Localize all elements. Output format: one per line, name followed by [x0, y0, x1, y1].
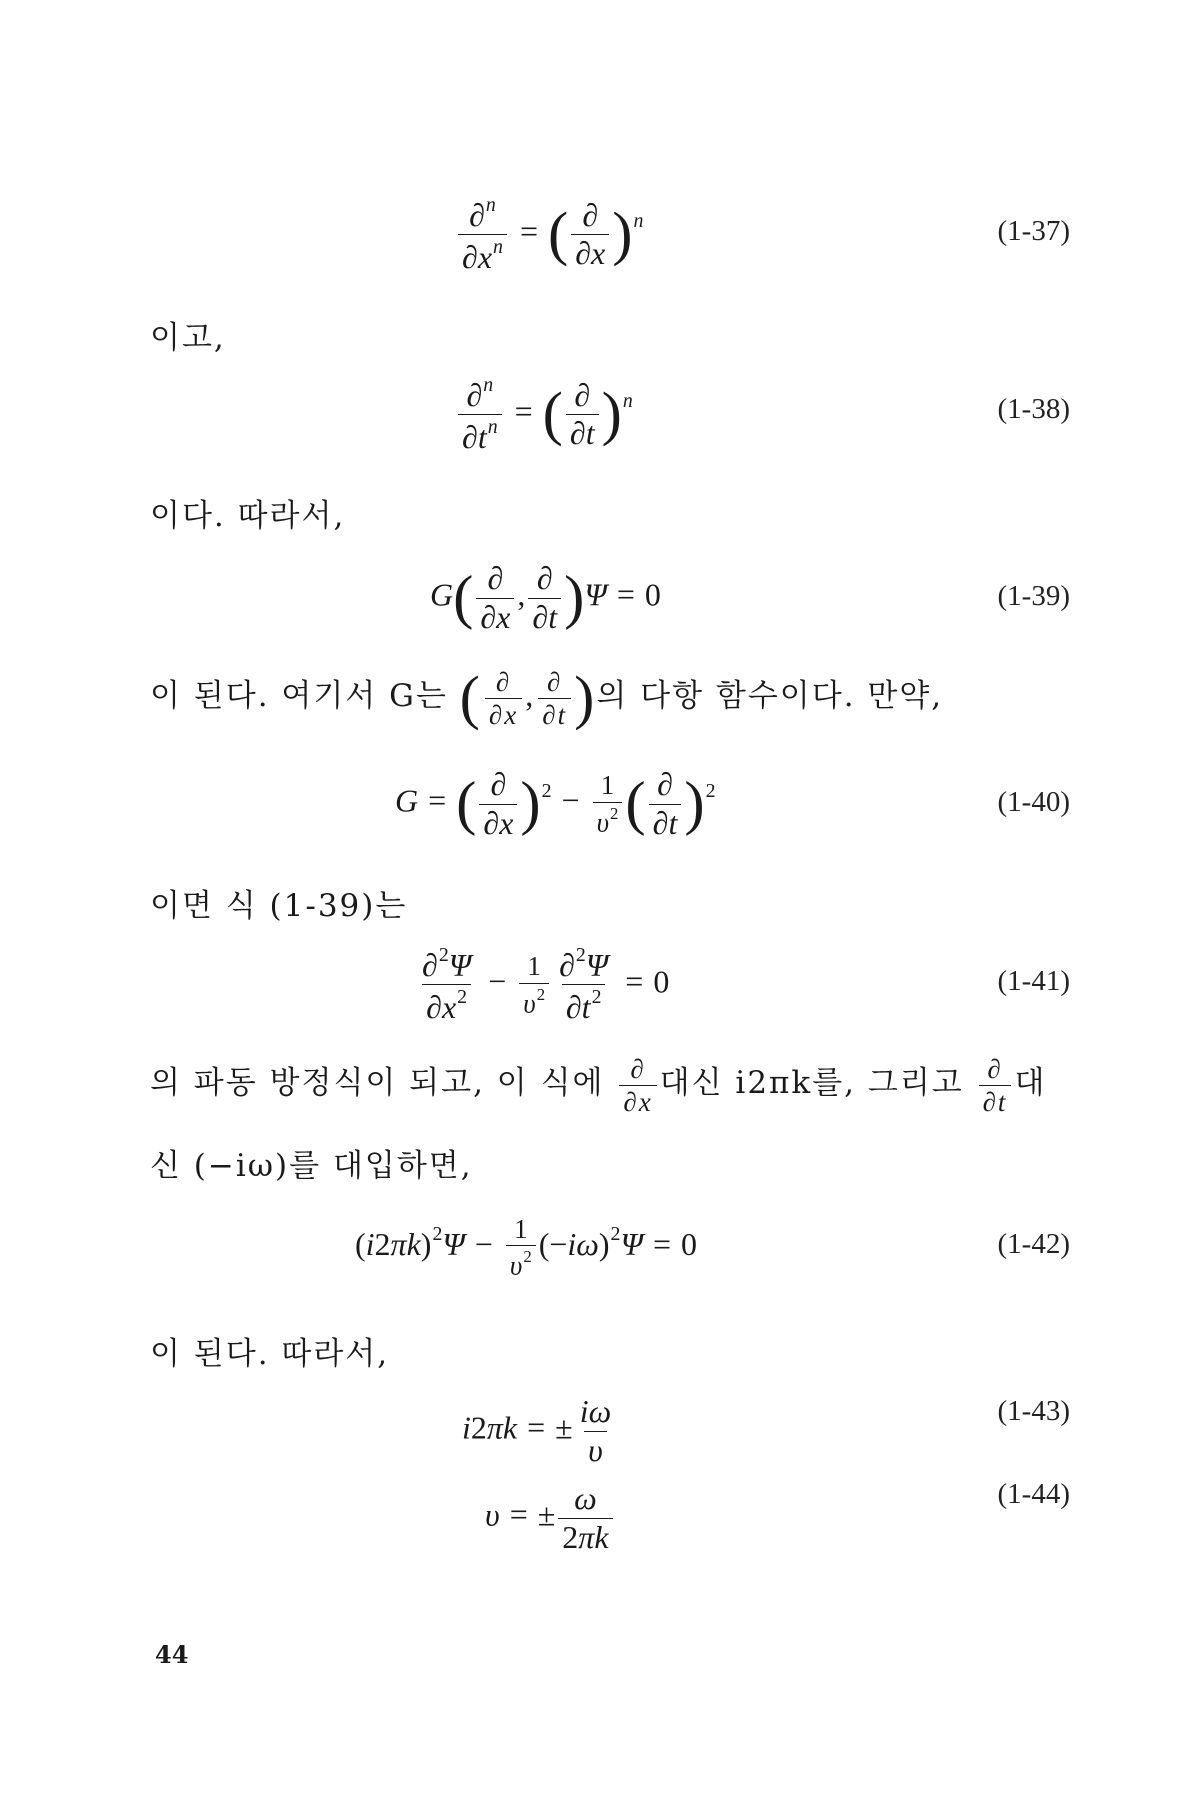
paragraph-text: 의 다항 함수이다. 만약, [596, 678, 944, 715]
equation-number: (1-44) [997, 1478, 1070, 1510]
paragraph-text: 대 [1014, 1065, 1047, 1102]
page-number: 44 [155, 1640, 189, 1669]
paragraph-text: 이다. 따라서, [150, 498, 346, 534]
equation-number: (1-39) [997, 580, 1070, 612]
equation-number: (1-40) [997, 786, 1070, 818]
equation-number: (1-38) [997, 393, 1070, 425]
inline-math: $\frac{\partial}{\partial t}$ [976, 1064, 1015, 1100]
equation-number: (1-42) [997, 1228, 1070, 1260]
paragraph-text: 이고, [150, 320, 226, 356]
equation-1-41: $\frac{\partial^2\Psi}{\partial x^2}$ − $\frac{1}{\upsilon^2}$ $\frac{\partial^2\Psi}{\partial t^2}$ = 0 [422, 944, 670, 1026]
paragraph-line [150, 1055, 1046, 1117]
equation-number: (1-43) [997, 1395, 1070, 1427]
paragraph-text: 이 된다. 따라서, [150, 1336, 390, 1372]
equation-1-39: G( $\frac{\partial}{\partial x}$ , $\frac{\partial}{\partial t}$ )Ψ = 0 [430, 560, 661, 635]
paragraph-text: 이 된다. 여기서 G는 [150, 678, 448, 715]
inline-math: $\frac{\partial}{\partial x}$ [616, 1064, 659, 1100]
equation-1-38: $\frac{\partial^n}{\partial t^n}$ = ( $\frac{\partial}{\partial t}$ )$^n$ [455, 375, 633, 455]
equation-number: (1-37) [997, 215, 1070, 247]
paragraph-text: 신 (−iω)를 대입하면, [150, 1148, 473, 1184]
equation-1-40: G = ( $\frac{\partial}{\partial x}$ )$^2$ − $\frac{1}{\upsilon^2}$ ( $\frac{\partial}{\partial t}$ )$^2$ [395, 766, 716, 841]
inline-math: ( $\frac{\partial}{\partial x}$ , $\frac{\partial}{\partial t}$ ) [459, 664, 597, 732]
equation-1-42: $(i2\pi k)^2\Psi$ − $\frac{1}{\upsilon^2}$ $(-i\omega)^2\Psi = 0$ [355, 1214, 697, 1281]
equation-number: (1-41) [997, 965, 1070, 997]
paragraph-line [150, 664, 944, 732]
equation-1-43: i2πk = ± $\frac{i\omega}{\upsilon}$ [462, 1393, 612, 1468]
equation-1-37: $\frac{\partial^n}{\partial x^n}$ = ( $\frac{\partial}{\partial x}$ )$^n$ [455, 195, 643, 275]
equation-1-44: υ = ± $\frac{\omega}{2\pi k}$ [485, 1482, 616, 1554]
paragraph-text: 이면 식 (1-39)는 [150, 888, 408, 924]
paragraph-text: 대신 i2πk를, 그리고 [659, 1065, 964, 1102]
paragraph-text: 의 파동 방정식이 되고, 이 식에 [150, 1065, 605, 1102]
